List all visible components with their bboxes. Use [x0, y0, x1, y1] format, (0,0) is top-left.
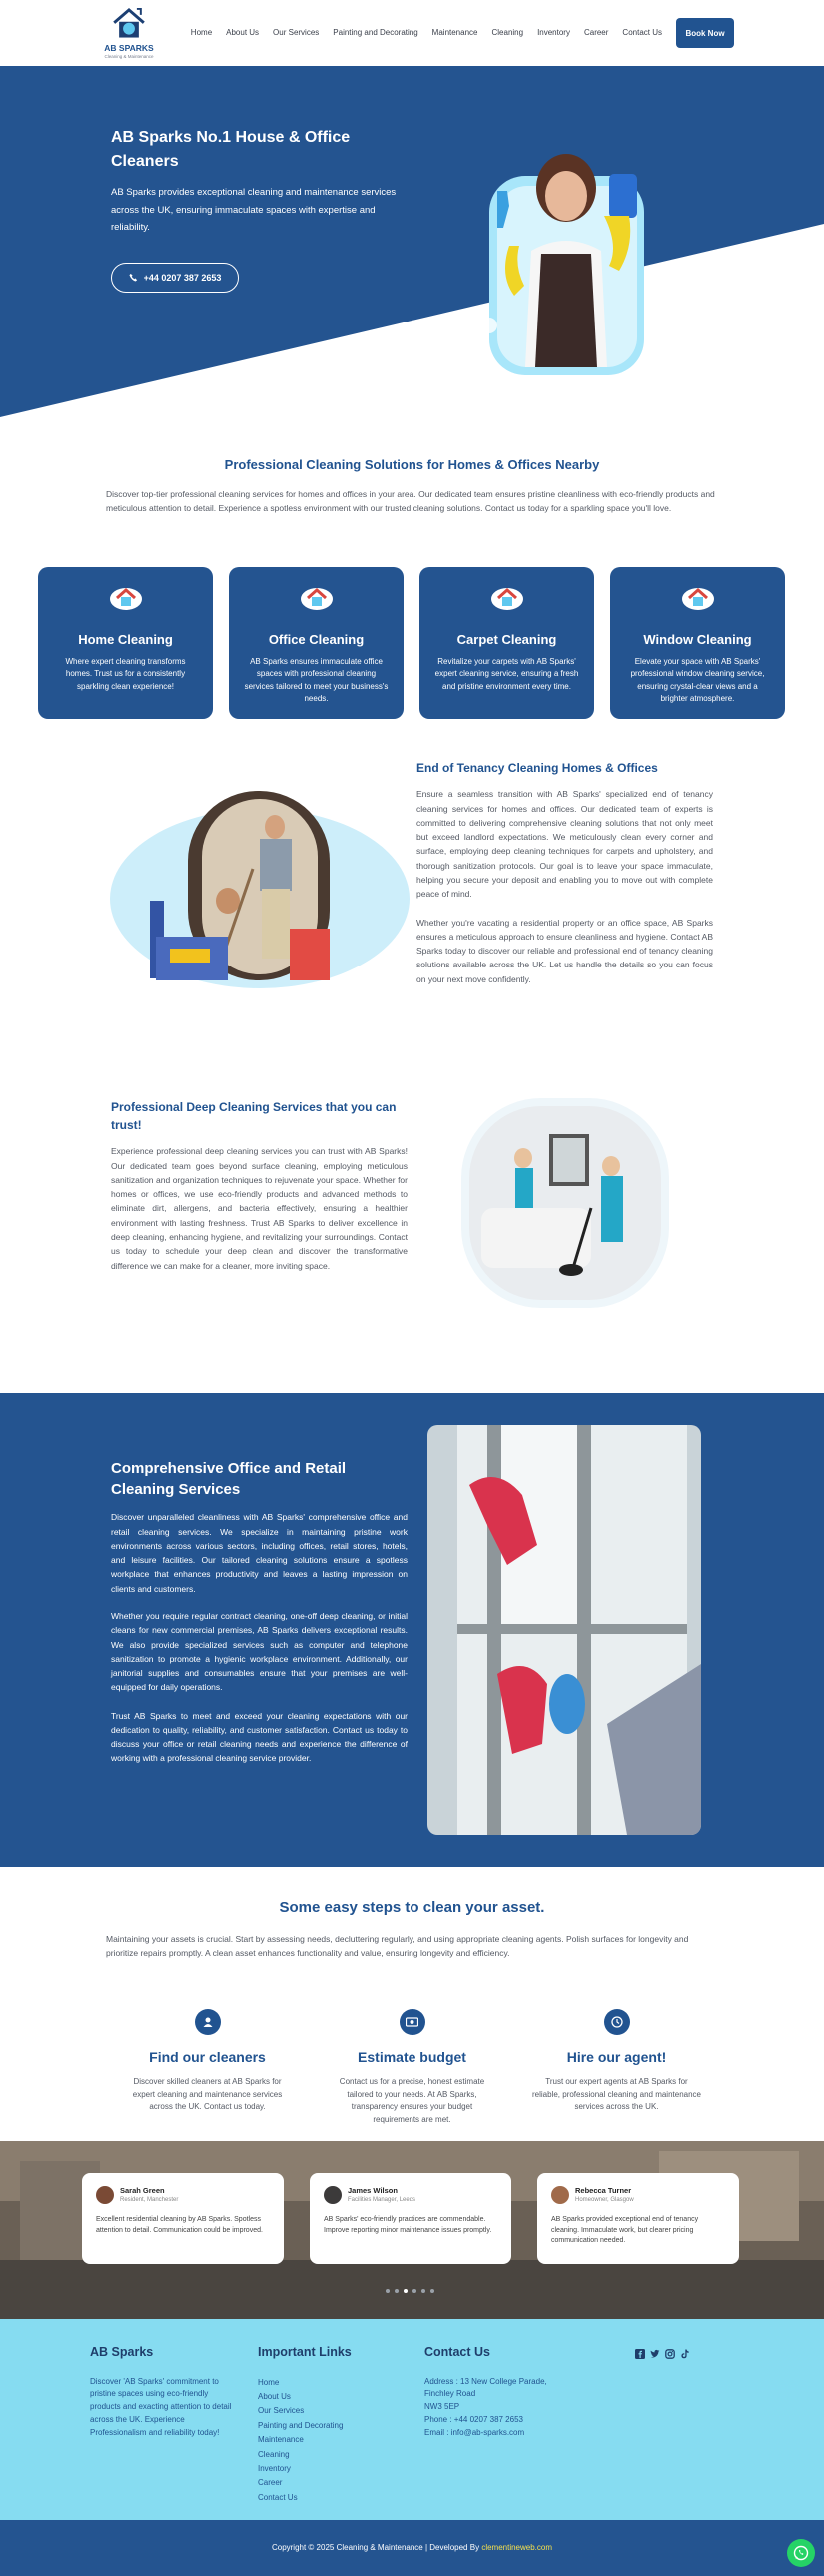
- footer-about-title: AB Sparks: [90, 2344, 154, 2359]
- footer-contact: [424, 2343, 547, 2440]
- tiktok-icon[interactable]: [680, 2349, 690, 2359]
- tenancy-paragraph-1: Ensure a seamless transition with AB Sparks' specialized end of tenancy cleaning services for homes and offices. Our dedicated team of experts is committed to delivering comprehensive cleaning solutions that not only meet but exceed landlord expectations. We meticulously clean every corner and surface, employing deep cleaning techniques for carpets and upholstery, and thorough sanitization protocols. Our goal is to leave your space immaculate, helping you secure your deposit and enabling you to move out with complete peace of mind.: [416, 789, 713, 900]
- footer-address-line-3: NW3 5EP: [424, 2402, 460, 2412]
- nav-services[interactable]: Our Services: [273, 28, 320, 37]
- phone-icon: [129, 273, 138, 282]
- footer-link-cleaning[interactable]: Cleaning: [258, 2449, 290, 2459]
- whatsapp-icon: [793, 2545, 809, 2561]
- footer-email[interactable]: Email : info@ab-sparks.com: [424, 2427, 525, 2437]
- nav-contact[interactable]: Contact Us: [622, 28, 662, 37]
- testimonial-role: Resident, Manchester: [120, 2197, 179, 2204]
- house-badge-icon: [490, 583, 524, 611]
- house-badge-icon: [300, 583, 334, 611]
- testimonial-text: AB Sparks' eco-friendly practices are commendable. Improve reporting minor maintenance issues promptly.: [324, 2216, 492, 2234]
- site-footer: [0, 2319, 824, 2520]
- money-icon: [400, 2009, 425, 2035]
- testimonial-role: Homeowner, Glasgow: [575, 2197, 634, 2204]
- copyright-text: Copyright © 2025 Cleaning & Maintenance | Developed By: [271, 2542, 480, 2552]
- step-find-cleaners: [105, 2009, 310, 2127]
- instagram-icon[interactable]: [665, 2349, 675, 2359]
- logo-name: AB SPARKS: [104, 42, 154, 53]
- avatar: [324, 2186, 342, 2204]
- carousel-dots: [386, 2289, 434, 2293]
- hero-section: [0, 66, 824, 417]
- footer-link-about[interactable]: About Us: [258, 2392, 291, 2402]
- testimonial-card: [537, 2173, 739, 2264]
- house-badge-icon: [109, 583, 143, 611]
- footer-address-line-1: Address : 13 New College Parade,: [424, 2376, 547, 2386]
- tenancy-section: [0, 719, 824, 1098]
- service-card-home[interactable]: [38, 567, 213, 719]
- service-card-window[interactable]: [610, 567, 785, 719]
- call-button[interactable]: [111, 263, 239, 293]
- testimonial-card: [310, 2173, 511, 2264]
- carousel-dot[interactable]: [395, 2289, 399, 2293]
- testimonial-cards: [82, 2173, 739, 2264]
- footer-link-career[interactable]: Career: [258, 2478, 283, 2488]
- hero-title: AB Sparks No.1 House & Office Cleaners: [111, 129, 351, 170]
- copyright-bar: [0, 2520, 824, 2576]
- nav-career[interactable]: Career: [583, 28, 609, 37]
- testimonial-card: [82, 2173, 284, 2264]
- intro-text: Discover top-tier professional cleaning services for homes and offices in your area. Our dedicated team ensures pristine cleanliness with eco-friendly products and meticulous attention to detail. Experience a spotless environment with our trusted cleaning solutions. Contact us today for a sparkling space you'll love.: [106, 488, 715, 513]
- whatsapp-button[interactable]: [787, 2539, 815, 2567]
- services-grid: [0, 567, 824, 719]
- call-button-label: +44 0207 387 2653: [143, 272, 222, 283]
- step-title: Hire our agent!: [566, 2048, 667, 2065]
- footer-address-line-2: Finchley Road: [424, 2389, 476, 2399]
- hero-cleaner-woman-image: [469, 136, 664, 385]
- testimonial-role: Facilities Manager, Leeds: [348, 2197, 416, 2204]
- steps-text: Maintaining your assets is crucial. Start by assessing needs, decluttering regularly, and using appropriate cleaning agents. Polish surfaces for longevity and prioritize repairs promptly. A clean asset enhances functionality and value, ensuring longevity and efficiency.: [106, 1933, 689, 1959]
- twitter-icon[interactable]: [650, 2349, 660, 2359]
- window-cleaning-photo: [427, 1425, 701, 1835]
- nav-home[interactable]: Home: [190, 28, 213, 37]
- main-nav: [191, 27, 662, 39]
- window-cleaning-image: [427, 1425, 701, 1835]
- site-header: [0, 0, 824, 66]
- nav-cleaning[interactable]: Cleaning: [491, 28, 524, 37]
- service-desc: AB Sparks ensures immaculate office spaces with professional cleaning services tailored to meet your business's needs.: [244, 656, 389, 704]
- steps-section: [0, 1867, 824, 2127]
- service-title: Office Cleaning: [268, 632, 365, 648]
- footer-about-text: Discover 'AB Sparks' commitment to pristine spaces using eco-friendly products and exacting attention to detail across the UK. Experience Professionalism and reliability today!: [90, 2376, 232, 2437]
- footer-link-painting[interactable]: Painting and Decorating: [258, 2420, 344, 2430]
- step-title: Find our cleaners: [149, 2048, 266, 2065]
- nav-about[interactable]: About Us: [226, 28, 260, 37]
- nav-inventory[interactable]: Inventory: [537, 28, 570, 37]
- steps-title: Some easy steps to clean your asset.: [279, 1899, 545, 1917]
- testimonial-text: Excellent residential cleaning by AB Sparks. Spotless attention to detail. Communication could be improved.: [96, 2216, 263, 2234]
- footer-link-maintenance[interactable]: Maintenance: [258, 2435, 304, 2445]
- service-title: Home Cleaning: [78, 632, 173, 648]
- testimonials-section: [0, 2141, 824, 2319]
- step-hire-agent: [514, 2009, 719, 2127]
- carousel-dot[interactable]: [430, 2289, 434, 2293]
- steps-list: [0, 2009, 824, 2127]
- tenancy-paragraph-2: Whether you're vacating a residential property or an office space, AB Sparks ensures a meticulous approach to ensure cleanliness and hygiene. Contact AB Sparks today to discover our reliable and professional end of tenancy cleaning solutions available across the UK. Let us handle the details so you can focus on your next move confidently.: [416, 917, 713, 984]
- deep-cleaning-content: [111, 1098, 408, 1286]
- deep-cleaning-title: Professional Deep Cleaning Services that you can trust!: [111, 1100, 397, 1133]
- office-title: Comprehensive Office and Retail Cleaning Services: [111, 1460, 347, 1499]
- steps-header: [0, 1867, 824, 1960]
- developer-link[interactable]: clementineweb.com: [481, 2542, 553, 2552]
- deep-cleaning-image: [461, 1098, 669, 1308]
- service-desc: Elevate your space with AB Sparks' professional window cleaning service, ensuring crystal-clear views and a brighter atmosphere.: [630, 656, 765, 704]
- office-retail-section: [0, 1393, 824, 1867]
- footer-links-title: Important Links: [258, 2344, 352, 2359]
- service-card-carpet[interactable]: [419, 567, 594, 719]
- house-logo-icon: [110, 5, 148, 41]
- intro-section: [0, 417, 824, 515]
- office-paragraph-2: Whether you require regular contract cleaning, one-off deep cleaning, or initial cleans for new commercial premises, AB Sparks delivers exceptional results. We also provide specialized services such as computer and telephone sanitization to promote a hygienic workplace environment. Additionally, our janitorial supplies and consumables ensure that your premises are well-equipped for daily operations.: [111, 1610, 408, 1693]
- footer-about: [90, 2343, 235, 2440]
- nav-painting[interactable]: Painting and Decorating: [333, 28, 418, 37]
- carousel-dot[interactable]: [421, 2289, 425, 2293]
- deep-cleaning-section: [0, 1098, 824, 1393]
- footer-link-contact[interactable]: Contact Us: [258, 2492, 298, 2502]
- facebook-icon[interactable]: [635, 2349, 645, 2359]
- tenancy-title: End of Tenancy Cleaning Homes & Offices: [416, 761, 658, 776]
- testimonial-name: James Wilson: [348, 2185, 398, 2195]
- deep-cleaning-text: Experience professional deep cleaning services you can trust with AB Sparks! Our dedicated team goes beyond surface cleaning, employing meticulous sanitization and organization techniques to rejuvenate your space. Whether for homes or offices, we use eco-friendly products and advanced methods to eliminate dirt, allergens, and bacteria effectively, ensuring a healthier environment with lasting freshness. Trust AB Sparks to deliver excellence in deep cleaning, enhancing hygiene, and revitalizing your surroundings. Contact us today to schedule your deep clean and discover the transformative difference we can make for a cleaner, more inviting space.: [111, 1146, 408, 1271]
- office-paragraph-1: Discover unparalleled cleanliness with AB Sparks' comprehensive office and retail cleaning services. We specialize in maintaining pristine work environments across various sectors, including offices, retail stores, hotels, and leisure facilities. Our tailored cleaning solutions ensure a spotless workplace that enhances productivity and leaves a lasting impression on clients and customers.: [111, 1512, 408, 1594]
- user-icon: [195, 2009, 221, 2035]
- clock-icon: [604, 2009, 630, 2035]
- intro-title: Professional Cleaning Solutions for Homes & Offices Nearby: [224, 457, 600, 472]
- tenancy-cleaning-image: [110, 789, 410, 988]
- service-title: Carpet Cleaning: [456, 632, 557, 648]
- testimonial-text: AB Sparks provided exceptional end of tenancy cleaning. Immaculate work, but clearer pricing communication needed.: [551, 2216, 699, 2245]
- testimonial-name: Sarah Green: [120, 2185, 165, 2195]
- carousel-dot[interactable]: [412, 2289, 416, 2293]
- carousel-dot-active[interactable]: [404, 2289, 408, 2293]
- tenancy-content: [416, 759, 713, 999]
- hero-description: AB Sparks provides exceptional cleaning and maintenance services across the UK, ensuring immaculate spaces with expertise and reliability.: [111, 187, 397, 234]
- house-badge-icon: [681, 583, 715, 611]
- step-estimate-budget: [310, 2009, 514, 2127]
- service-card-office[interactable]: [229, 567, 404, 719]
- footer-phone[interactable]: Phone : +44 0207 387 2653: [424, 2415, 523, 2425]
- office-content: [111, 1458, 408, 1779]
- avatar: [551, 2186, 569, 2204]
- step-desc: Discover skilled cleaners at AB Sparks for expert cleaning and maintenance services across the UK. Contact us today.: [132, 2076, 283, 2112]
- footer-links: [258, 2343, 352, 2505]
- service-title: Window Cleaning: [643, 632, 752, 648]
- service-desc: Where expert cleaning transforms homes. Trust us for a consistently sparkling clean experience!: [65, 656, 186, 691]
- testimonial-name: Rebecca Turner: [575, 2185, 632, 2195]
- avatar: [96, 2186, 114, 2204]
- footer-link-home[interactable]: Home: [258, 2377, 280, 2387]
- service-desc: Revitalize your carpets with AB Sparks' expert cleaning service, ensuring a fresh and pristine environment every time.: [434, 656, 579, 691]
- footer-link-inventory[interactable]: Inventory: [258, 2464, 291, 2474]
- footer-link-services[interactable]: Our Services: [258, 2406, 305, 2416]
- logo-tagline: Cleaning & Maintenance: [104, 54, 154, 60]
- carousel-dot[interactable]: [386, 2289, 390, 2293]
- logo[interactable]: [100, 5, 158, 61]
- step-desc: Trust our expert agents at AB Sparks for reliable, professional cleaning and maintenance services across the UK.: [532, 2076, 701, 2112]
- office-paragraph-3: Trust AB Sparks to meet and exceed your cleaning expectations with our dedication to quality, reliability, and customer satisfaction. Contact us today to discuss your office or retail cleaning needs and experience the difference of working with a professional cleaning service provider.: [111, 1710, 408, 1764]
- step-title: Estimate budget: [358, 2048, 466, 2065]
- nav-maintenance[interactable]: Maintenance: [431, 28, 478, 37]
- footer-contact-title: Contact Us: [424, 2344, 490, 2359]
- social-links: [635, 2349, 690, 2359]
- book-now-button[interactable]: Book Now: [676, 18, 734, 48]
- step-desc: Contact us for a precise, honest estimate tailored to your needs. At AB Sparks, transparency ensures your budget requirements are met.: [339, 2076, 485, 2125]
- hero-content: [111, 126, 411, 293]
